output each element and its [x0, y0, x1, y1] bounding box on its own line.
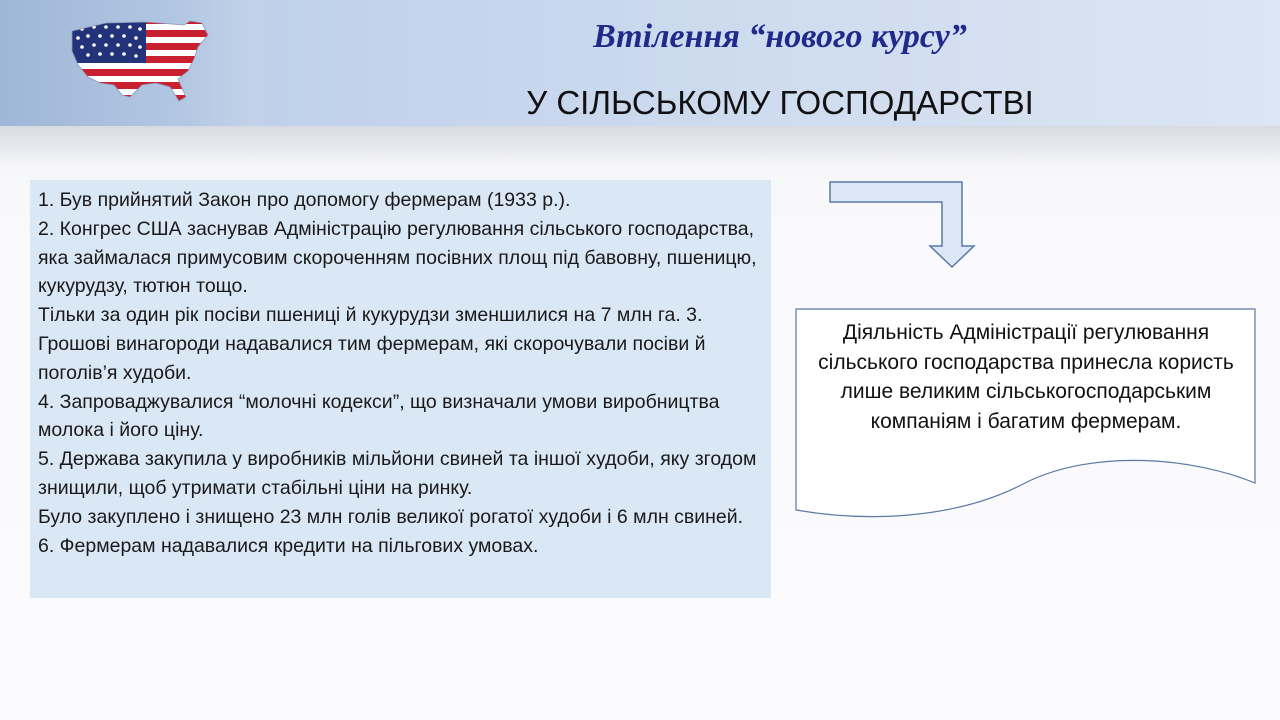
page-subtitle: У СІЛЬСЬКОМУ ГОСПОДАРСТВІ: [526, 84, 1034, 121]
measure-line: 5. Держава закупила у виробників мільйони свиней та іншої худоби, яку згодом знищили, щоб утримати стабільні ціни на ринку.: [38, 448, 757, 499]
measure-line: 4. Запроваджувалися “молочні кодекси”, що визначали умови виробництва молока і його ціну.: [38, 390, 720, 442]
bent-arrow-down-icon: [828, 180, 976, 270]
header-shadow: [0, 126, 1280, 166]
measure-line: Було закуплено і знищено 23 млн голів великої рогатої худоби і 6 млн свиней.: [38, 505, 744, 528]
measure-line: Тільки за один рік посіви пшениці й кукурудзи зменшилися на 7 млн га. 3. Грошові винагороди надавалися тим фермерам, які скорочували посіви й поголів’я худоби.: [38, 304, 706, 384]
measure-line: 6. Фермерам надавалися кредити на пільгових умовах.: [38, 534, 539, 557]
measure-line: 2. Конгрес США заснував Адміністрацію регулювання сільського господарства, яка займалася примусовим скороченням посівних площ під бавовну, пшеницю, кукурудзу, тютюн тощо.: [38, 217, 757, 298]
us-map-flag-icon: [66, 17, 212, 103]
page-title: Втілення “нового курсу”: [593, 18, 967, 55]
measure-line: 1. Був прийнятий Закон про допомогу фермерам (1933 р.).: [38, 189, 571, 211]
result-box: [795, 308, 1257, 526]
result-text: Діяльність Адміністрації регулювання сільського господарства принесла користь лише великим сільськогосподарським компаніям і багатим фермерам.: [818, 321, 1234, 433]
measures-box: [30, 180, 771, 598]
